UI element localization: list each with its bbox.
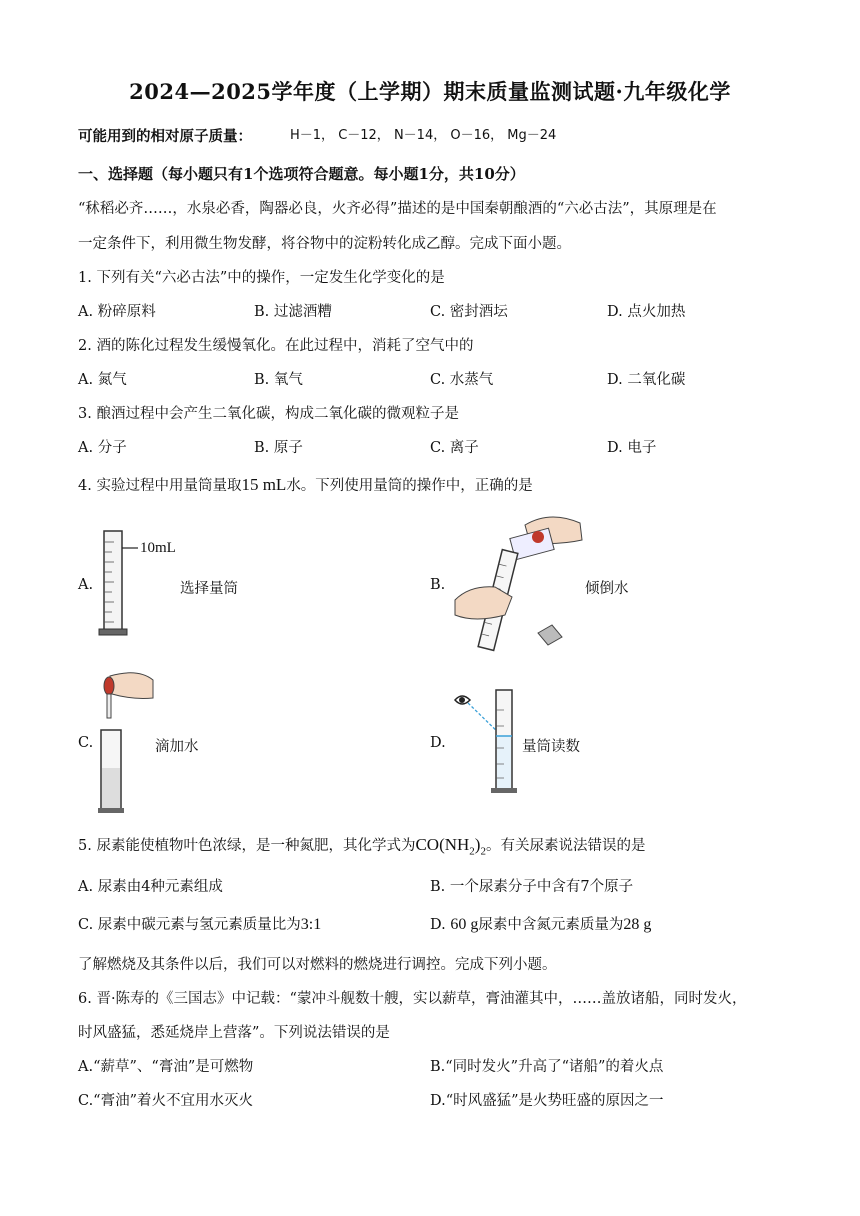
q1-option-d: D. 点火加热	[607, 304, 686, 320]
q5-option-c	[78, 913, 321, 934]
q2-stem: 2. 酒的陈化过程发生缓慢氧化。在此过程中，消耗了空气中的	[78, 338, 474, 354]
q5-mass-nitrogen: 28 g	[623, 916, 652, 933]
q3-option-a: A. 分子	[78, 440, 127, 456]
q4-stem-pre: 4. 实验过程中用量筒量取	[78, 478, 242, 494]
q3-option-c: C. 离子	[430, 440, 479, 456]
q4-stem	[78, 474, 533, 495]
q4-option-d-caption: 量筒读数	[522, 739, 580, 755]
atomic-mass-label: 可能用到的相对原子质量：	[78, 128, 252, 145]
q5-option-a: A. 尿素由4种元素组成	[78, 879, 223, 895]
q5-stem-post: 。有关尿素说法错误的是	[485, 838, 646, 854]
q2-option-a: A. 氮气	[78, 372, 127, 388]
q1-option-b: B. 过滤酒糟	[254, 304, 332, 320]
section-heading: 一、选择题（每小题只有1个选项符合题意。每小题1分，共10分）	[78, 165, 525, 183]
dropping-water-figure	[98, 668, 158, 816]
q3-option-d: D. 电子	[607, 440, 657, 456]
formula-main: CO(NH	[415, 835, 470, 854]
formula-sub: 2	[469, 845, 475, 858]
passage2: 了解燃烧及其条件以后，我们可以对燃料的燃烧进行调控。完成下列小题。	[78, 957, 557, 973]
q1-option-c: C. 密封酒坛	[430, 304, 508, 320]
q5-mass-urea: 60 g	[450, 916, 479, 933]
q6-option-d: D.“时风盛猛”是火势旺盛的原因之一	[430, 1093, 664, 1109]
q6-option-b: B.“同时发火”升高了“诸船”的着火点	[430, 1059, 664, 1075]
urea-formula	[415, 835, 486, 858]
q4-stem-post: 水。下列使用量筒的操作中，正确的是	[286, 478, 533, 494]
q3-option-b: B. 原子	[254, 440, 303, 456]
q1-stem: 1. 下列有关“六必古法”中的操作，一定发生化学变化的是	[78, 270, 445, 286]
q4-option-c-caption: 滴加水	[155, 739, 199, 755]
q5-stem	[78, 834, 645, 857]
reading-cylinder-figure	[452, 688, 527, 798]
q5-option-d-text: 尿素中含氮元素质量为	[478, 917, 624, 933]
q1-option-a: A. 粉碎原料	[78, 304, 156, 320]
passage1-line1: “秫稻必齐……，水泉必香，陶器必良，火齐必得”描述的是中国秦朝酿酒的“六必古法”，其原理是在	[78, 201, 717, 217]
cylinder-capacity-label: 10mL	[140, 540, 176, 556]
pouring-water-figure	[450, 515, 590, 660]
mass-mg: Mg－24	[507, 128, 557, 143]
mass-o: O－16，	[450, 128, 504, 143]
q4-option-d-letter: D.	[430, 735, 446, 751]
q4-option-a-caption: 选择量筒	[180, 581, 238, 597]
q4-option-b-letter: B.	[430, 577, 446, 593]
formula-close: )	[474, 835, 481, 854]
q6-line2: 时风盛猛，悉延烧岸上营落”。下列说法错误的是	[78, 1025, 390, 1041]
mass-c: C－12，	[338, 128, 390, 143]
q4-option-a-letter: A.	[78, 577, 94, 593]
q5-option-d	[430, 913, 651, 934]
passage1-line2: 一定条件下，利用微生物发酵，将谷物中的淀粉转化成乙醇。完成下面小题。	[78, 236, 571, 252]
q4-option-c-letter: C.	[78, 735, 94, 751]
q6-line1: 6. 晋·陈寿的《三国志》中记载：“蒙冲斗舰数十艘，实以薪草，膏油灌其中，……盖放诸船，同时发火，	[78, 991, 747, 1007]
q5-option-d-letter: D.	[430, 917, 446, 933]
q6-option-a: A.“薪草”、“膏油”是可燃物	[78, 1059, 254, 1075]
formula-sub2: 2	[480, 845, 486, 858]
q5-option-c-text: C. 尿素中碳元素与氢元素质量比为	[78, 917, 301, 933]
q5-option-b: B. 一个尿素分子中含有7个原子	[430, 879, 634, 895]
q2-option-d: D. 二氧化碳	[607, 372, 686, 388]
q2-option-c: C. 水蒸气	[430, 372, 494, 388]
q5-stem-pre: 5. 尿素能使植物叶色浓绿，是一种氮肥，其化学式为	[78, 838, 416, 854]
atomic-mass-values	[290, 124, 556, 143]
q2-option-b: B. 氧气	[254, 372, 303, 388]
page-title: 2024—2025学年度（上学期）期末质量监测试题·九年级化学	[129, 79, 731, 104]
q4-option-b-caption: 倾倒水	[585, 581, 629, 597]
q3-stem: 3. 酿酒过程中会产生二氧化碳，构成二氧化碳的微观粒子是	[78, 406, 459, 422]
mass-n: N－14，	[393, 128, 447, 143]
q5-ratio: 3:1	[300, 916, 322, 933]
q6-option-c: C.“膏油”着火不宜用水灭火	[78, 1093, 254, 1109]
mass-h: H－1，	[290, 128, 335, 143]
q4-quantity: 15 mL	[241, 475, 287, 494]
